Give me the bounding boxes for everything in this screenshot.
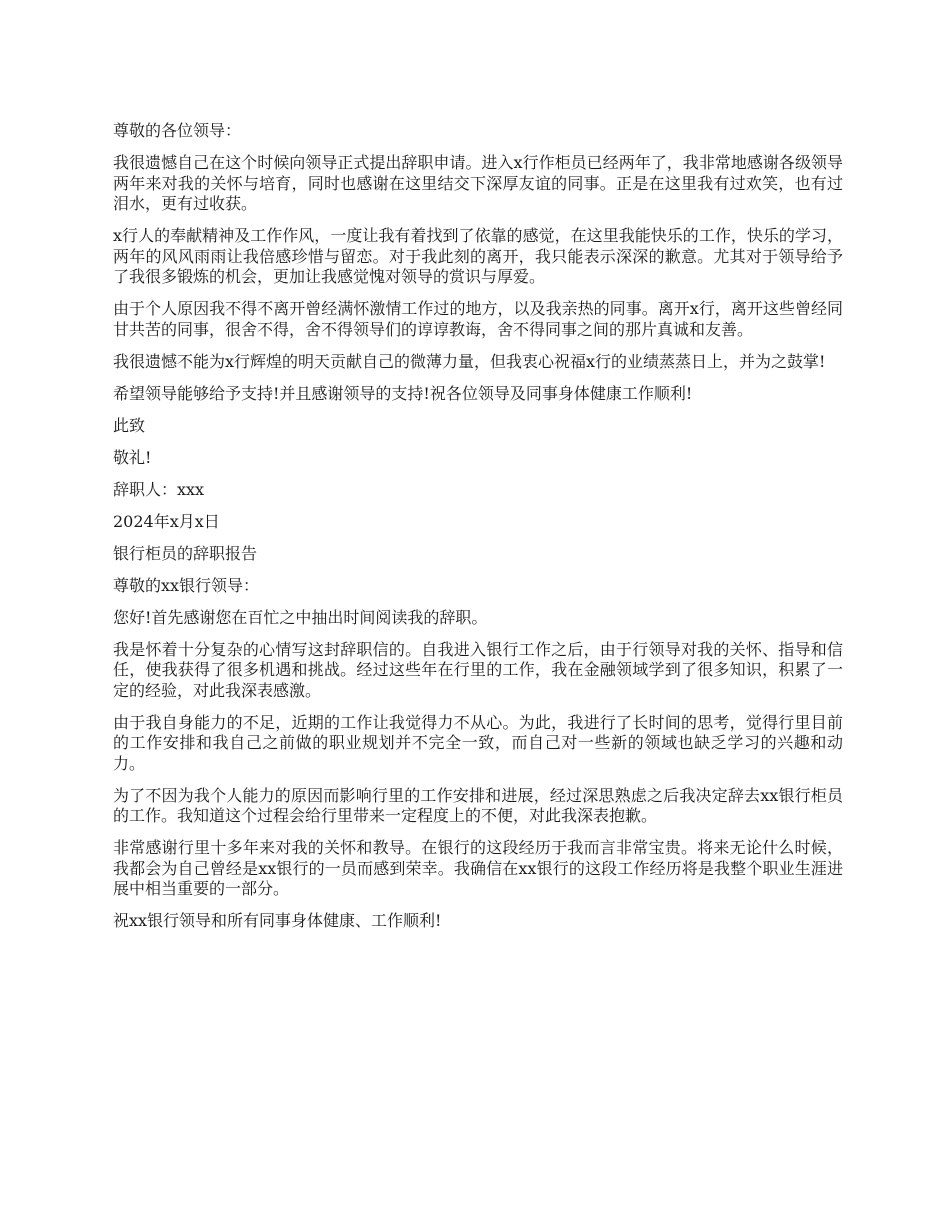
closing-regards: 敬礼! [113,447,152,467]
document-body [113,121,843,943]
body-paragraph: 由于个人原因我不得不离开曾经满怀激情工作过的地方，以及我亲热的同事。离开x行，离开这些曾经同甘共苦的同事，很舍不得，舍不得领导们的谆谆教诲，舍不得同事之间的那片真诚和友善。 [113,299,843,339]
closing-line: 此致 [113,415,146,435]
body-paragraph: 为了不因为我个人能力的原因而影响行里的工作安排和进展，经过深思熟虑之后我决定辞去xx银行柜员的工作。我知道这个过程会给行里带来一定程度上的不便，对此我深表抱歉。 [113,785,843,825]
body-paragraph: 非常感谢行里十多年来对我的关怀和教导。在银行的这段经历于我而言非常宝贵。将来无论什么时候，我都会为自己曾经是xx银行的一员而感到荣幸。我确信在xx银行的这段工作经历将是我整个职业生涯进展中相当重要的一部分。 [113,838,843,898]
body-paragraph: 祝xx银行领导和所有同事身体健康、工作顺利! [113,911,442,930]
signature-line: 辞职人：xxx [113,479,205,499]
body-paragraph: 我是怀着十分复杂的心情写这封辞职信的。自我进入银行工作之后，由于行领导对我的关怀、指导和信任，使我获得了很多机遇和挑战。经过这些年在行里的工作，我在金融领域学到了很多知识，积累了一定的经验，对此我深表感激。 [113,639,843,700]
body-paragraph: 希望领导能够给予支持!并且感谢领导的支持!祝各位领导及同事身体健康工作顺利! [113,383,693,403]
body-paragraph: 您好!首先感谢您在百忙之中抽出时间阅读我的辞职。 [113,607,488,627]
body-paragraph: 我很遗憾自己在这个时候向领导正式提出辞职申请。进入x行作柜员已经两年了，我非常地感谢各级领导两年来对我的关怀与培育，同时也感谢在这里结交下深厚友谊的同事。正是在这里我有过欢笑，也有过泪水，更有过收获。 [113,153,843,213]
body-paragraph: 由于我自身能力的不足，近期的工作让我觉得力不从心。为此，我进行了长时间的思考，觉得行里目前的工作安排和我自己之前做的职业规划并不完全一致，而自己对一些新的领域也缺乏学习的兴趣和动力。 [113,712,843,773]
section-title: 银行柜员的辞职报告 [113,543,258,563]
salutation: 尊敬的xx银行领导： [113,575,260,595]
salutation: 尊敬的各位领导： [113,121,242,140]
body-paragraph: 我很遗憾不能为x行辉煌的明天贡献自己的微薄力量，但我衷心祝福x行的业绩蒸蒸日上，并为之鼓掌! [113,351,826,371]
body-paragraph: x行人的奉献精神及工作作风，一度让我有着找到了依靠的感觉，在这里我能快乐的工作，快乐的学习，两年的风风雨雨让我倍感珍惜与留恋。对于我此刻的离开，我只能表示深深的歉意。尤其对于领导给予了我很多锻炼的机会，更加让我感觉愧对领导的赏识与厚爱。 [113,226,843,286]
date-line: 2024年x月x日 [113,511,220,531]
